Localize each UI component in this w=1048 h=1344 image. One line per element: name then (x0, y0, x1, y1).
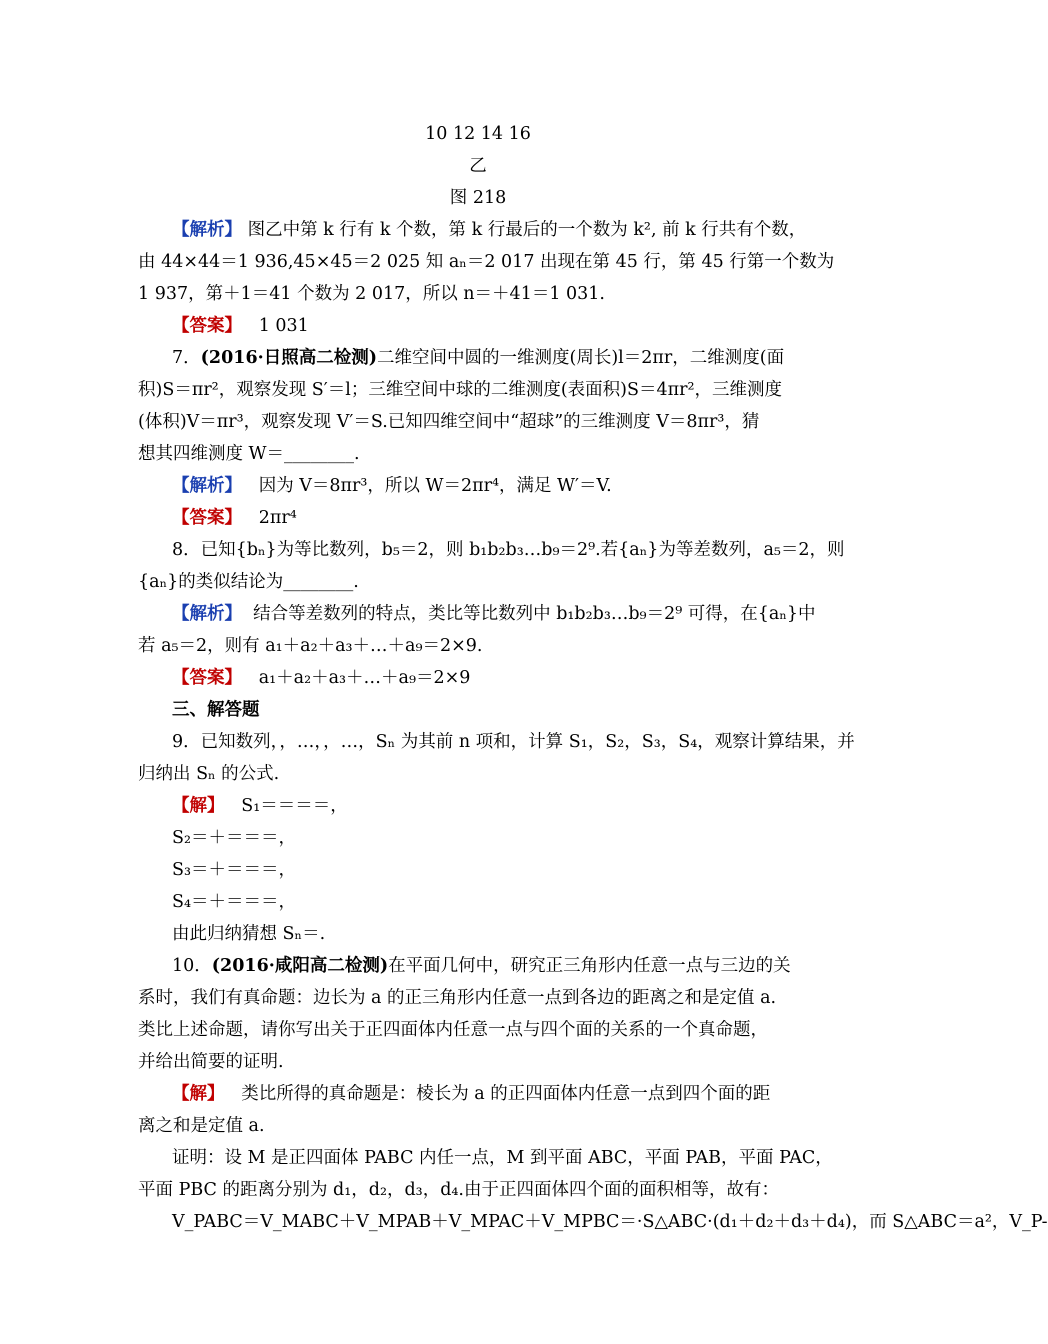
p10-proof-2: 平面 PBC 的距离分别为 d₁，d₂，d₃，d₄.由于正四面体四个面的面积相等，故有： (138, 1180, 779, 1200)
p8-answer: a₁＋a₂＋a₃＋…＋a₉＝2×9 (258, 668, 471, 688)
p9-line-2: 归纳出 Sₙ 的公式. (138, 764, 280, 784)
figure-axis-numbers: 10 12 14 16 (425, 124, 531, 144)
p6-analysis-line-1 (138, 214, 818, 246)
p6-answer: 1 031 (258, 316, 309, 336)
p7-answer: 2πr⁴ (258, 508, 297, 528)
p8-answer-line (138, 662, 818, 694)
p10-line-1 (138, 950, 818, 982)
analysis-label: 【解析】 (172, 476, 242, 496)
solution-label: 【解】 (172, 1084, 225, 1104)
p10-number: 10． (172, 956, 212, 976)
p9-line-1: 9．已知数列，，…，，…，Sₙ 为其前 n 项和，计算 S₁，S₂，S₃，S₄，观察计算结果，并 (172, 732, 855, 752)
p8-line-2: {aₙ}的类似结论为________. (138, 572, 359, 592)
p8-analysis-text-2: 若 a₅＝2，则有 a₁＋a₂＋a₃＋…＋a₉＝2×9. (138, 636, 483, 656)
figure-sub-label: 乙 (469, 156, 487, 176)
p10-line-1-rest: 在平面几何中，研究正三角形内任意一点与三边的关 (388, 956, 791, 976)
p9-s1: S₁＝＝＝＝， (241, 796, 348, 816)
p9-s2: S₂＝＋＝＝＝， (172, 828, 297, 848)
p6-answer-line (138, 310, 818, 342)
p7-line-3: (体积)V＝πr³，观察发现 V′＝S.已知四维空间中“超球”的三维测度 V＝8πr³，猜 (138, 412, 760, 432)
p9-solution-line (138, 790, 818, 822)
p10-line-3: 类比上述命题，请你写出关于正四面体内任意一点与四个面的关系的一个真命题， (138, 1020, 768, 1040)
p7-answer-line (138, 502, 818, 534)
p7-line-2: 积)S＝πr²，观察发现 S′＝l；三维空间中球的二维测度(表面积)S＝4πr²，三维测度 (138, 380, 782, 400)
p10-line-4: 并给出简要的证明. (138, 1052, 284, 1072)
p8-line-1: 8．已知{bₙ}为等比数列，b₅＝2，则 b₁b₂b₃…b₉＝2⁹.若{aₙ}为等差数列，a₅＝2，则 (172, 540, 845, 560)
p8-analysis-line-1 (138, 598, 818, 630)
section-heading: 三、解答题 (172, 700, 260, 720)
p7-line-4: 想其四维测度 W＝________. (138, 444, 360, 464)
p10-line-2: 系时，我们有真命题：边长为 a 的正三角形内任意一点到各边的距离之和是定值 a. (138, 988, 777, 1008)
p6-analysis-text-3: 1 937，第＋1＝41 个数为 2 017，所以 n＝＋41＝1 031. (138, 284, 605, 304)
p10-solution-text-2: 离之和是定值 a. (138, 1116, 265, 1136)
solution-label: 【解】 (172, 796, 225, 816)
figure-caption: 图 218 (449, 188, 507, 208)
answer-label: 【答案】 (172, 508, 242, 528)
p7-number: 7． (172, 348, 201, 368)
p7-line-1 (138, 342, 818, 374)
p9-conclusion: 由此归纳猜想 Sₙ＝. (172, 924, 326, 944)
p10-solution-line-1 (138, 1078, 818, 1110)
p10-proof-3: V_PABC＝V_MABC＋V_MPAB＋V_MPAC＋V_MPBC＝·S△ABC·(d₁＋d₂＋d₃＋d₄)，而 S△ABC＝a²，V_P- (172, 1212, 1048, 1232)
analysis-label: 【解析】 (172, 220, 242, 240)
p9-s4: S₄＝＋＝＝＝， (172, 892, 297, 912)
p7-analysis-line (138, 470, 818, 502)
analysis-label: 【解析】 (172, 604, 242, 624)
answer-label: 【答案】 (172, 316, 242, 336)
p7-line-1-rest: 二维空间中圆的一维测度(周长)l＝2πr，二维测度(面 (377, 348, 785, 368)
document-page (138, 118, 1048, 1238)
p8-analysis-text-1: 结合等差数列的特点，类比等比数列中 b₁b₂b₃…b₉＝2⁹ 可得，在{aₙ}中 (253, 604, 816, 624)
p7-analysis-text: 因为 V＝8πr³，所以 W＝2πr⁴，满足 W′＝V. (258, 476, 612, 496)
p7-source: (2016·日照高二检测) (200, 348, 377, 368)
p10-source: (2016·咸阳高二检测) (211, 956, 389, 976)
answer-label: 【答案】 (172, 668, 242, 688)
p6-analysis-text-2: 由 44×44＝1 936,45×45＝2 025 知 aₙ＝2 017 出现在第 45 行，第 45 行第一个数为 (138, 252, 835, 272)
p6-analysis-text-1: 图乙中第 k 行有 k 个数，第 k 行最后的一个数为 k², 前 k 行共有个数， (247, 220, 807, 240)
p10-proof-1: 证明：设 M 是正四面体 PABC 内任一点，M 到平面 ABC，平面 PAB，平面 PAC， (172, 1148, 833, 1168)
p10-solution-text-1: 类比所得的真命题是：棱长为 a 的正四面体内任意一点到四个面的距 (241, 1084, 771, 1104)
p9-s3: S₃＝＋＝＝＝， (172, 860, 297, 880)
